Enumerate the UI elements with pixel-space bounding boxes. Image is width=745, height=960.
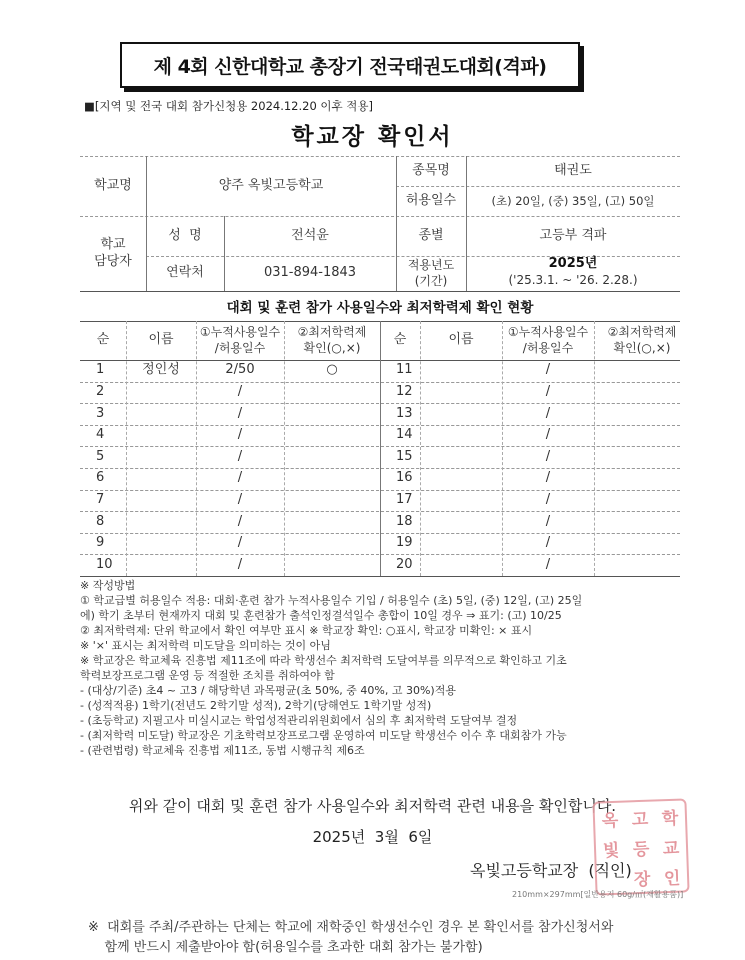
right-row-no: 14	[396, 427, 413, 443]
left-header-check: ②최저학력제 확인(○,×)	[297, 324, 367, 355]
right-row-days: /	[545, 470, 551, 486]
left-row-no: 7	[96, 491, 105, 507]
note-line: ※ 작성방법	[80, 579, 136, 592]
right-row-name	[420, 425, 502, 447]
right-row-name	[420, 403, 502, 425]
left-row-name	[126, 490, 196, 512]
roster-col-divider	[502, 321, 503, 576]
left-row-check	[284, 533, 380, 555]
paper-spec: 210mm×297mm[일반용지 60g/㎡(재활용품)]	[512, 890, 684, 899]
note-line: 학력보장프로그램 운영 등 적절한 조치를 취하여야 함	[80, 669, 335, 682]
document-title: 학교장 확인서	[291, 124, 454, 150]
right-row-name	[420, 360, 502, 382]
allowed-days-value: (초) 20일, (중) 35일, (고) 50일	[491, 193, 655, 208]
left-row-days: /	[237, 383, 243, 399]
roster-bottom-border	[80, 576, 680, 577]
school-label: 학교명	[94, 177, 132, 193]
left-row-name	[126, 511, 196, 533]
principal-signature: 옥빛고등학교장 (직인)	[470, 861, 632, 880]
event-banner: 제 4회 신한대학교 총장기 전국태권도대회(격파)	[120, 42, 580, 88]
left-row-days: /	[237, 427, 243, 443]
left-header-no: 순	[96, 332, 110, 348]
left-row-name	[126, 554, 196, 576]
right-row-check	[594, 533, 680, 555]
right-row-days: /	[545, 362, 551, 378]
period-value: ('25.3.1. ~ '26. 2.28.)	[508, 273, 638, 288]
right-row-days: /	[545, 383, 551, 399]
official-seal: 옥 고 학 빛 등 교 장 인	[592, 798, 689, 895]
left-row-check	[284, 382, 380, 404]
roster-col-divider	[196, 321, 197, 576]
contact-label: 연락처	[166, 265, 204, 281]
roster-col-divider	[420, 321, 421, 576]
right-row-days: /	[545, 448, 551, 464]
left-header-days: ①누적사용일수 /허용일수	[199, 324, 281, 355]
right-row-no: 16	[396, 470, 413, 486]
note-line: - (대상/기준) 초4 ~ 고3 / 해당학년 과목평균(초 50%, 중 40%, 고 30%)적용	[80, 684, 456, 697]
right-row-check	[594, 425, 680, 447]
left-row-no: 1	[96, 362, 105, 378]
right-row-no: 13	[396, 405, 413, 421]
category-label: 종별	[418, 227, 444, 243]
right-row-name	[420, 446, 502, 468]
right-row-no: 12	[396, 383, 413, 399]
allowed-days-label: 허용일수	[405, 192, 457, 208]
left-row-check	[284, 511, 380, 533]
note-line: ※ '×' 표시는 최저학력 미도달을 의미하는 것이 아님	[80, 639, 331, 652]
right-row-name	[420, 382, 502, 404]
name-label: 성 명	[168, 227, 202, 243]
roster-col-divider	[594, 321, 595, 576]
left-row-check	[284, 468, 380, 490]
roster-col-divider	[284, 321, 285, 576]
left-row-days: /	[237, 448, 243, 464]
right-row-check	[594, 446, 680, 468]
note-line: - (성적적용) 1학기(전년도 2학기말 성적), 2학기(당해연도 1학기말 성적)	[80, 699, 432, 712]
name-value: 전석윤	[291, 227, 329, 243]
right-row-check	[594, 468, 680, 490]
right-row-days: /	[545, 556, 551, 572]
right-row-days: /	[545, 405, 551, 421]
left-row-no: 8	[96, 513, 105, 529]
left-row-name	[126, 468, 196, 490]
right-row-days: /	[545, 535, 551, 551]
left-row-check: ○	[326, 362, 338, 378]
category-value: 고등부 격파	[539, 227, 607, 243]
left-row-check	[284, 446, 380, 468]
right-row-name	[420, 533, 502, 555]
note-line: ※ 학교장은 학교체육 진흥법 제11조에 따라 학생선수 최저학력 도달여부를 의무적으로 확인하고 기초	[80, 654, 567, 667]
left-row-days: /	[237, 556, 243, 572]
left-row-check	[284, 554, 380, 576]
right-row-check	[594, 382, 680, 404]
left-row-no: 5	[96, 448, 105, 464]
left-row-days: /	[237, 405, 243, 421]
left-row-name: 정인성	[142, 362, 180, 378]
note-line: ② 최저학력제: 단위 학교에서 확인 여부만 표시 ※ 학교장 확인: ○표시, 학교장 미확인: × 표시	[80, 624, 533, 637]
confirmation-statement: 위와 같이 대회 및 훈련 참가 사용일수와 최저학력 관련 내용을 확인합니다.	[128, 797, 617, 815]
right-header-name: 이름	[448, 332, 474, 348]
note-line: - (최저학력 미도달) 학교장은 기초학력보장프로그램 운영하여 미도달 학생선수 이수 후 대회참가 가능	[80, 729, 567, 742]
left-row-no: 4	[96, 427, 105, 443]
right-row-days: /	[545, 427, 551, 443]
manager-label: 학교 담당자	[94, 236, 132, 269]
right-row-check	[594, 554, 680, 576]
writing-notes	[80, 578, 690, 758]
roster-center-divider	[380, 321, 381, 576]
left-row-name	[126, 403, 196, 425]
right-header-check: ②최저학력제 확인(○,×)	[607, 324, 677, 355]
event-value: 태권도	[554, 162, 592, 178]
year-value: 2025년	[548, 255, 598, 271]
left-row-no: 9	[96, 535, 105, 551]
left-row-no: 3	[96, 405, 105, 421]
left-row-check	[284, 403, 380, 425]
note-line: - (초등학교) 지필고사 미실시교는 학업성적관리위원회에서 심의 후 최저학력 도달여부 결정	[80, 714, 518, 727]
right-row-no: 17	[396, 491, 413, 507]
left-row-days: /	[237, 535, 243, 551]
left-row-check	[284, 490, 380, 512]
right-row-check	[594, 511, 680, 533]
right-row-no: 15	[396, 448, 413, 464]
note-line: ① 학교급별 허용일수 적용: 대회·훈련 참가 누적사용일수 기입 / 허용일수 (초) 5일, (중) 12일, (고) 25일	[80, 594, 583, 607]
note-line: 에) 학기 초부터 현재까지 대회 및 훈련참가 출석인정결석일수 총합이 10일 경우 ⇒ 표기: (고) 10/25	[80, 609, 562, 622]
note-line: - (관련법령) 학교체육 진흥법 제11조, 동법 시행규칙 제6조	[80, 744, 365, 757]
roster-subtitle: 대회 및 훈련 참가 사용일수와 최저학력제 확인 현황	[226, 300, 534, 316]
right-row-check	[594, 403, 680, 425]
event-label: 종목명	[412, 162, 450, 178]
application-note: ■[지역 및 전국 대회 참가신청용 2024.12.20 이후 적용]	[84, 99, 374, 113]
left-row-days: /	[237, 470, 243, 486]
left-row-days: /	[237, 513, 243, 529]
right-row-days: /	[545, 513, 551, 529]
contact-value: 031-894-1843	[263, 265, 357, 281]
right-row-check	[594, 490, 680, 512]
right-row-check	[594, 360, 680, 382]
footer-line: 함께 반드시 제출받아야 함(허용일수를 초과한 대회 참가는 불가함)	[88, 940, 483, 955]
left-row-name	[126, 425, 196, 447]
left-row-no: 6	[96, 470, 105, 486]
right-row-name	[420, 490, 502, 512]
right-row-no: 11	[396, 362, 413, 378]
right-row-days: /	[545, 491, 551, 507]
left-row-no: 2	[96, 383, 105, 399]
left-header-name: 이름	[148, 332, 174, 348]
right-row-name	[420, 468, 502, 490]
year-label: 적용년도 (기간)	[407, 257, 455, 288]
left-row-name	[126, 382, 196, 404]
footer-note	[88, 918, 708, 958]
right-header-days: ①누적사용일수 /허용일수	[507, 324, 589, 355]
left-row-days: 2/50	[225, 362, 255, 378]
left-row-no: 10	[96, 556, 113, 572]
left-row-name	[126, 533, 196, 555]
right-row-name	[420, 511, 502, 533]
right-header-no: 순	[393, 332, 407, 348]
roster-col-divider	[126, 321, 127, 576]
confirmation-date: 2025년 3월 6일	[312, 828, 433, 846]
left-row-check	[284, 425, 380, 447]
school-value: 양주 옥빛고등학교	[218, 177, 324, 193]
footer-line: ※ 대회를 주최/주관하는 단체는 학교에 재학중인 학생선수인 경우 본 확인서를 참가신청서와	[88, 920, 614, 935]
right-row-no: 18	[396, 513, 413, 529]
right-row-no: 19	[396, 535, 413, 551]
right-row-no: 20	[396, 556, 413, 572]
right-row-name	[420, 554, 502, 576]
left-row-days: /	[237, 491, 243, 507]
left-row-name	[126, 446, 196, 468]
